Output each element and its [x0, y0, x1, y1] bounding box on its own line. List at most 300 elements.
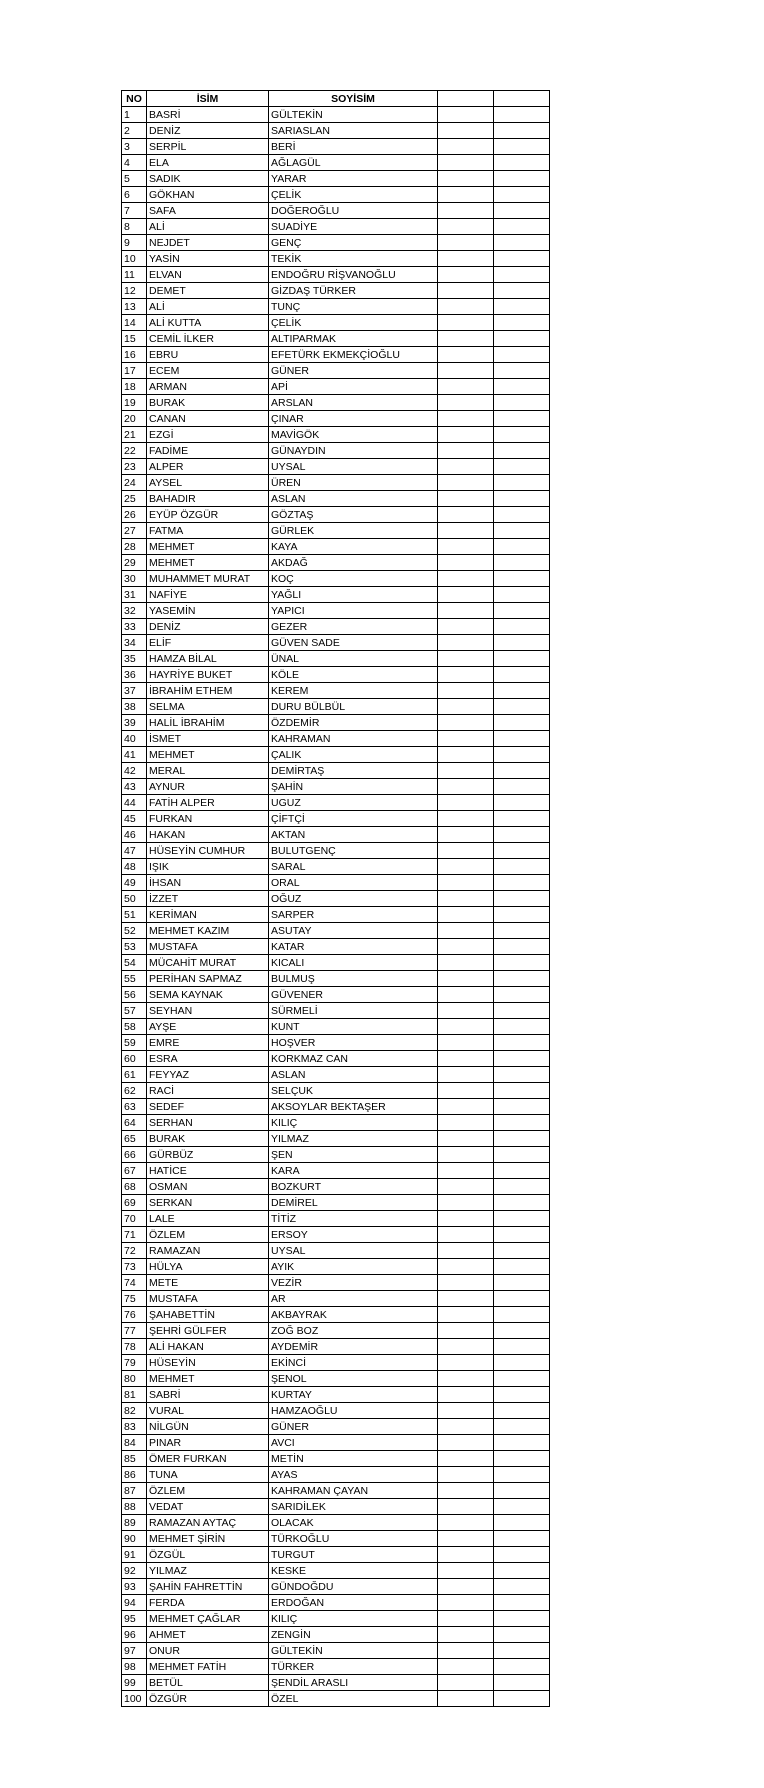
first-name-cell: MÜCAHİT MURAT [147, 955, 269, 971]
empty-cell [494, 1451, 550, 1467]
surname-cell: SARIDİLEK [269, 1499, 438, 1515]
empty-cell [494, 1211, 550, 1227]
table-row [122, 347, 550, 363]
first-name-cell: ALPER [147, 459, 269, 475]
row-number: 40 [122, 731, 147, 747]
first-name-cell: VEDAT [147, 1499, 269, 1515]
row-number: 91 [122, 1547, 147, 1563]
first-name-cell: SEYHAN [147, 1003, 269, 1019]
surname-cell: MAVİGÖK [269, 427, 438, 443]
table-row [122, 507, 550, 523]
empty-cell [438, 235, 494, 251]
table-row [122, 1499, 550, 1515]
empty-cell [438, 155, 494, 171]
empty-cell [438, 411, 494, 427]
table-row [122, 155, 550, 171]
first-name-cell: İHSAN [147, 875, 269, 891]
table-row [122, 1467, 550, 1483]
first-name-cell: YASEMİN [147, 603, 269, 619]
surname-cell: SARAL [269, 859, 438, 875]
surname-cell: ŞENOL [269, 1371, 438, 1387]
surname-cell: KURTAY [269, 1387, 438, 1403]
table-row [122, 1099, 550, 1115]
empty-cell [494, 571, 550, 587]
first-name-cell: ONUR [147, 1643, 269, 1659]
row-number: 78 [122, 1339, 147, 1355]
row-number: 17 [122, 363, 147, 379]
table-row [122, 459, 550, 475]
table-row [122, 123, 550, 139]
row-number: 54 [122, 955, 147, 971]
first-name-cell: CEMİL İLKER [147, 331, 269, 347]
empty-cell [438, 123, 494, 139]
first-name-cell: ARMAN [147, 379, 269, 395]
empty-cell [494, 235, 550, 251]
empty-cell [494, 1307, 550, 1323]
first-name-cell: SERPİL [147, 139, 269, 155]
table-row [122, 491, 550, 507]
table-row [122, 795, 550, 811]
first-name-cell: MEHMET FATİH [147, 1659, 269, 1675]
first-name-cell: IŞIK [147, 859, 269, 875]
empty-cell [494, 795, 550, 811]
empty-cell [494, 827, 550, 843]
row-number: 8 [122, 219, 147, 235]
empty-cell [438, 1243, 494, 1259]
empty-cell [438, 475, 494, 491]
empty-cell [494, 667, 550, 683]
empty-cell [438, 971, 494, 987]
surname-cell: KATAR [269, 939, 438, 955]
empty-cell [438, 139, 494, 155]
row-number: 58 [122, 1019, 147, 1035]
empty-cell [438, 1499, 494, 1515]
surname-cell: TÜRKER [269, 1659, 438, 1675]
table-row [122, 1691, 550, 1707]
empty-cell [494, 267, 550, 283]
table-row [122, 779, 550, 795]
surname-cell: AR [269, 1291, 438, 1307]
table-row [122, 1259, 550, 1275]
header-extra-2 [494, 91, 550, 107]
empty-cell [438, 1515, 494, 1531]
surname-cell: METİN [269, 1451, 438, 1467]
table-row [122, 1339, 550, 1355]
empty-cell [494, 1067, 550, 1083]
row-number: 27 [122, 523, 147, 539]
surname-cell: ASUTAY [269, 923, 438, 939]
empty-cell [494, 1195, 550, 1211]
table-row [122, 667, 550, 683]
empty-cell [438, 1579, 494, 1595]
surname-cell: YARAR [269, 171, 438, 187]
first-name-cell: BURAK [147, 395, 269, 411]
empty-cell [494, 619, 550, 635]
first-name-cell: YASİN [147, 251, 269, 267]
first-name-cell: EMRE [147, 1035, 269, 1051]
surname-cell: KEREM [269, 683, 438, 699]
row-number: 79 [122, 1355, 147, 1371]
table-row [122, 1067, 550, 1083]
empty-cell [494, 635, 550, 651]
surname-cell: GÜNER [269, 363, 438, 379]
empty-cell [438, 1675, 494, 1691]
empty-cell [494, 747, 550, 763]
table-row [122, 555, 550, 571]
empty-cell [494, 1547, 550, 1563]
empty-cell [438, 1003, 494, 1019]
surname-cell: AKSOYLAR BEKTAŞER [269, 1099, 438, 1115]
first-name-cell: AHMET [147, 1627, 269, 1643]
first-name-cell: FEYYAZ [147, 1067, 269, 1083]
table-row [122, 1115, 550, 1131]
empty-cell [438, 1387, 494, 1403]
empty-cell [438, 939, 494, 955]
surname-cell: AVCI [269, 1435, 438, 1451]
table-row [122, 539, 550, 555]
empty-cell [438, 1051, 494, 1067]
first-name-cell: MERAL [147, 763, 269, 779]
table-row [122, 171, 550, 187]
first-name-cell: TUNA [147, 1467, 269, 1483]
first-name-cell: EYÜP ÖZGÜR [147, 507, 269, 523]
first-name-cell: İSMET [147, 731, 269, 747]
empty-cell [438, 1131, 494, 1147]
first-name-cell: GÖKHAN [147, 187, 269, 203]
surname-cell: AYDEMİR [269, 1339, 438, 1355]
first-name-cell: HÜSEYİN CUMHUR [147, 843, 269, 859]
empty-cell [494, 171, 550, 187]
empty-cell [438, 1115, 494, 1131]
first-name-cell: RACİ [147, 1083, 269, 1099]
empty-cell [438, 347, 494, 363]
row-number: 97 [122, 1643, 147, 1659]
empty-cell [494, 1083, 550, 1099]
surname-cell: ORAL [269, 875, 438, 891]
table-row [122, 1275, 550, 1291]
first-name-cell: HÜSEYİN [147, 1355, 269, 1371]
first-name-cell: MEHMET [147, 747, 269, 763]
row-number: 44 [122, 795, 147, 811]
first-name-cell: HALİL İBRAHİM [147, 715, 269, 731]
empty-cell [494, 1147, 550, 1163]
surname-cell: GEZER [269, 619, 438, 635]
surname-cell: HAMZAOĞLU [269, 1403, 438, 1419]
first-name-cell: AYSEL [147, 475, 269, 491]
table-row [122, 923, 550, 939]
row-number: 57 [122, 1003, 147, 1019]
empty-cell [438, 1307, 494, 1323]
empty-cell [438, 1611, 494, 1627]
empty-cell [438, 1403, 494, 1419]
empty-cell [438, 1275, 494, 1291]
table-row [122, 475, 550, 491]
first-name-cell: SEDEF [147, 1099, 269, 1115]
row-number: 67 [122, 1163, 147, 1179]
surname-cell: SÜRMELİ [269, 1003, 438, 1019]
table-body [122, 107, 550, 1707]
table-row [122, 843, 550, 859]
table-row [122, 251, 550, 267]
empty-cell [438, 1595, 494, 1611]
empty-cell [494, 1179, 550, 1195]
row-number: 11 [122, 267, 147, 283]
first-name-cell: ECEM [147, 363, 269, 379]
first-name-cell: NAFİYE [147, 587, 269, 603]
empty-cell [438, 251, 494, 267]
table-row [122, 1019, 550, 1035]
first-name-cell: FATMA [147, 523, 269, 539]
row-number: 55 [122, 971, 147, 987]
surname-cell: TURGUT [269, 1547, 438, 1563]
empty-cell [438, 315, 494, 331]
empty-cell [438, 1467, 494, 1483]
surname-cell: SARIASLAN [269, 123, 438, 139]
empty-cell [494, 1003, 550, 1019]
row-number: 29 [122, 555, 147, 571]
empty-cell [494, 139, 550, 155]
surname-cell: KILIÇ [269, 1115, 438, 1131]
first-name-cell: ELVAN [147, 267, 269, 283]
table-row [122, 731, 550, 747]
surname-cell: ÇELİK [269, 187, 438, 203]
empty-cell [494, 1499, 550, 1515]
empty-cell [494, 1243, 550, 1259]
table-row [122, 827, 550, 843]
empty-cell [438, 1147, 494, 1163]
table-row [122, 1307, 550, 1323]
empty-cell [438, 1323, 494, 1339]
first-name-cell: GÜRBÜZ [147, 1147, 269, 1163]
header-row [122, 91, 550, 107]
empty-cell [494, 1227, 550, 1243]
row-number: 36 [122, 667, 147, 683]
row-number: 88 [122, 1499, 147, 1515]
empty-cell [438, 731, 494, 747]
row-number: 35 [122, 651, 147, 667]
surname-cell: DEMİREL [269, 1195, 438, 1211]
empty-cell [494, 1115, 550, 1131]
row-number: 56 [122, 987, 147, 1003]
first-name-cell: ALİ [147, 299, 269, 315]
row-number: 46 [122, 827, 147, 843]
empty-cell [494, 523, 550, 539]
empty-cell [494, 1531, 550, 1547]
empty-cell [438, 1691, 494, 1707]
empty-cell [438, 715, 494, 731]
empty-cell [438, 395, 494, 411]
table-row [122, 1387, 550, 1403]
empty-cell [438, 1035, 494, 1051]
empty-cell [494, 363, 550, 379]
empty-cell [438, 1339, 494, 1355]
row-number: 95 [122, 1611, 147, 1627]
first-name-cell: ALİ HAKAN [147, 1339, 269, 1355]
row-number: 69 [122, 1195, 147, 1211]
empty-cell [438, 443, 494, 459]
first-name-cell: MEHMET ŞİRİN [147, 1531, 269, 1547]
surname-cell: APİ [269, 379, 438, 395]
first-name-cell: MEHMET KAZIM [147, 923, 269, 939]
empty-cell [438, 283, 494, 299]
empty-cell [494, 1323, 550, 1339]
surname-cell: GİZDAŞ TÜRKER [269, 283, 438, 299]
surname-cell: TÜRKOĞLU [269, 1531, 438, 1547]
empty-cell [438, 1179, 494, 1195]
empty-cell [494, 859, 550, 875]
empty-cell [494, 955, 550, 971]
row-number: 4 [122, 155, 147, 171]
empty-cell [438, 571, 494, 587]
empty-cell [494, 1643, 550, 1659]
row-number: 75 [122, 1291, 147, 1307]
empty-cell [494, 715, 550, 731]
table-row [122, 1131, 550, 1147]
empty-cell [438, 763, 494, 779]
table-row [122, 859, 550, 875]
empty-cell [494, 187, 550, 203]
table-row [122, 1163, 550, 1179]
first-name-cell: SERKAN [147, 1195, 269, 1211]
empty-cell [438, 107, 494, 123]
first-name-cell: ESRA [147, 1051, 269, 1067]
table-row [122, 1451, 550, 1467]
surname-cell: AYIK [269, 1259, 438, 1275]
empty-cell [438, 203, 494, 219]
first-name-cell: EZGİ [147, 427, 269, 443]
empty-cell [438, 1483, 494, 1499]
first-name-cell: HATİCE [147, 1163, 269, 1179]
empty-cell [438, 1211, 494, 1227]
surname-cell: KORKMAZ CAN [269, 1051, 438, 1067]
empty-cell [494, 379, 550, 395]
row-number: 52 [122, 923, 147, 939]
empty-cell [438, 1227, 494, 1243]
table-row [122, 635, 550, 651]
table-row [122, 891, 550, 907]
surname-cell: HOŞVER [269, 1035, 438, 1051]
surname-cell: GÜNER [269, 1419, 438, 1435]
table-row [122, 523, 550, 539]
table-row [122, 699, 550, 715]
surname-cell: UYSAL [269, 1243, 438, 1259]
empty-cell [438, 587, 494, 603]
table-row [122, 1659, 550, 1675]
row-number: 76 [122, 1307, 147, 1323]
surname-cell: KARA [269, 1163, 438, 1179]
empty-cell [438, 1371, 494, 1387]
row-number: 22 [122, 443, 147, 459]
first-name-cell: SEMA KAYNAK [147, 987, 269, 1003]
header-name: İSİM [147, 91, 269, 107]
row-number: 87 [122, 1483, 147, 1499]
first-name-cell: MEHMET [147, 1371, 269, 1387]
row-number: 82 [122, 1403, 147, 1419]
row-number: 2 [122, 123, 147, 139]
empty-cell [494, 1563, 550, 1579]
surname-cell: GÜRLEK [269, 523, 438, 539]
row-number: 41 [122, 747, 147, 763]
row-number: 60 [122, 1051, 147, 1067]
first-name-cell: FATİH ALPER [147, 795, 269, 811]
empty-cell [494, 1131, 550, 1147]
surname-cell: ŞEN [269, 1147, 438, 1163]
table-row [122, 1643, 550, 1659]
row-number: 42 [122, 763, 147, 779]
surname-cell: GÜLTEKİN [269, 107, 438, 123]
empty-cell [438, 1067, 494, 1083]
empty-cell [494, 1163, 550, 1179]
first-name-cell: METE [147, 1275, 269, 1291]
empty-cell [494, 1419, 550, 1435]
table-row [122, 1563, 550, 1579]
row-number: 32 [122, 603, 147, 619]
first-name-cell: CANAN [147, 411, 269, 427]
surname-cell: BULMUŞ [269, 971, 438, 987]
table-row [122, 427, 550, 443]
empty-cell [494, 427, 550, 443]
empty-cell [494, 699, 550, 715]
table-row [122, 1243, 550, 1259]
row-number: 62 [122, 1083, 147, 1099]
table-row [122, 1627, 550, 1643]
empty-cell [438, 491, 494, 507]
empty-cell [494, 811, 550, 827]
table-row [122, 443, 550, 459]
empty-cell [494, 1051, 550, 1067]
row-number: 93 [122, 1579, 147, 1595]
surname-cell: ERSOY [269, 1227, 438, 1243]
empty-cell [438, 843, 494, 859]
empty-cell [494, 411, 550, 427]
empty-cell [438, 1563, 494, 1579]
first-name-cell: İBRAHİM ETHEM [147, 683, 269, 699]
row-number: 19 [122, 395, 147, 411]
first-name-cell: BAHADIR [147, 491, 269, 507]
empty-cell [494, 1339, 550, 1355]
empty-cell [438, 683, 494, 699]
table-row [122, 715, 550, 731]
first-name-cell: PINAR [147, 1435, 269, 1451]
table-row [122, 603, 550, 619]
table-row [122, 1531, 550, 1547]
table-row [122, 1179, 550, 1195]
empty-cell [438, 987, 494, 1003]
first-name-cell: AYNUR [147, 779, 269, 795]
first-name-cell: DENİZ [147, 123, 269, 139]
surname-cell: ASLAN [269, 1067, 438, 1083]
surname-cell: KÖLE [269, 667, 438, 683]
row-number: 31 [122, 587, 147, 603]
first-name-cell: HÜLYA [147, 1259, 269, 1275]
empty-cell [438, 1355, 494, 1371]
surname-cell: ŞENDİL ARASLI [269, 1675, 438, 1691]
first-name-cell: ŞEHRİ GÜLFER [147, 1323, 269, 1339]
surname-cell: GENÇ [269, 235, 438, 251]
empty-cell [438, 427, 494, 443]
empty-cell [494, 683, 550, 699]
row-number: 71 [122, 1227, 147, 1243]
table-row [122, 587, 550, 603]
table-row [122, 1291, 550, 1307]
empty-cell [438, 331, 494, 347]
empty-cell [494, 1467, 550, 1483]
row-number: 10 [122, 251, 147, 267]
first-name-cell: YILMAZ [147, 1563, 269, 1579]
empty-cell [438, 1451, 494, 1467]
empty-cell [438, 1435, 494, 1451]
surname-cell: YILMAZ [269, 1131, 438, 1147]
